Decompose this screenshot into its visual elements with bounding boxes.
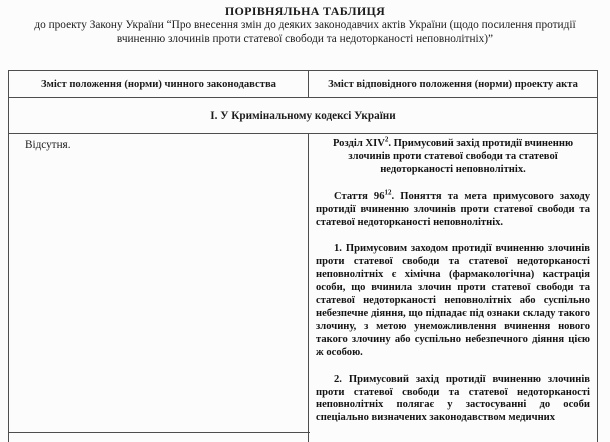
article-paragraph-1: 1. Примусовим заходом протидії вчиненню злочинів проти статевої свободи та статевої недоторканості неповнолітніх є хімічна (фармакологічна) кастрація особи, що вчинила злочин проти статевої свободи та статевої недоторканості неповнолітніх або суспільно небезпечне діяння, що підпадає під ознаки складу такого злочину, з метою унеможливлення вчинення нового такого злочину або суспільно небезпечного діяння цією ж особою.: [316, 243, 590, 358]
column-header-draft-act: Зміст відповідного положення (норми) проекту акта: [328, 78, 578, 90]
left-cell-bottom-border: [9, 432, 310, 433]
cell-current-law: Відсутня.: [9, 134, 309, 442]
column-header-current-law: Зміст положення (норми) чинного законодавства: [9, 71, 309, 97]
article-heading: [316, 188, 590, 230]
cell-draft-act: [309, 134, 597, 442]
document-subtitle: до проекту Закону України “Про внесення змін до деяких законодавчих актів України (щодо посилення протидії вчиненню злочинів проти статевої свободи та недоторканості неповнолітніх)”: [34, 19, 576, 45]
article-heading-prefix: Стаття 96: [334, 190, 385, 202]
document-title: ПОРІВНЯЛЬНА ТАБЛИЦЯ: [224, 4, 386, 18]
chapter-heading-prefix: Розділ XIV: [332, 138, 385, 149]
table-header-row: [9, 71, 597, 98]
chapter-heading-rest: . Примусовий захід протидії вчиненню злочинів проти статевої свободи та статевої недоторканості неповнолітніх.: [348, 138, 574, 175]
article-heading-superscript: 12: [384, 188, 392, 197]
article-paragraph-2: 2. Примусовий захід протидії вчиненню злочинів проти статевої свободи та статевої недоторканості неповнолітніх полягає у застосуванні до особи спеціально визначених законодавством медичних: [316, 373, 590, 424]
chapter-heading: [326, 135, 580, 177]
table-body-row: [9, 134, 597, 442]
comparative-table: [8, 70, 598, 442]
chapter-heading-superscript: 2: [384, 135, 389, 144]
table-section-title: І. У Кримінальному кодексі України: [9, 98, 597, 134]
article-heading-rest: . Поняття та мета примусового заходу протидії вчиненню злочинів проти статевої свободи та статевої недоторканості неповнолітніх.: [316, 190, 590, 228]
